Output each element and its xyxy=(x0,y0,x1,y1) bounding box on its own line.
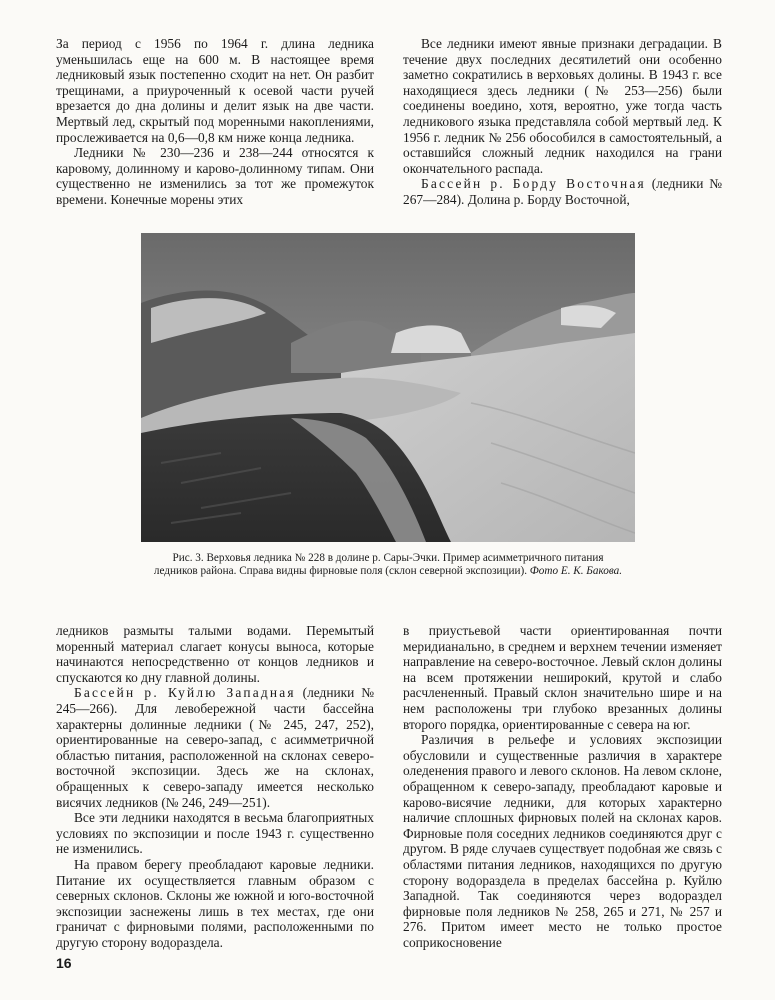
figure-caption xyxy=(150,552,626,579)
paragraph xyxy=(56,685,374,810)
text-column-bottom-left xyxy=(56,623,374,950)
paragraph: Все ледники имеют явные признаки деградации. В течение двух последних десятилетий они особенно заметно сократились в верховьях долины. В 1943 г. все находящиеся здесь ледники (№ 253—256) были соединены воедино, хотя, вероятно, уже тогда часть ледникового языка представляла собой мертвый лед. К 1956 г. ледник № 256 обособился в самостоятельный, а оставшийся сложный ледник находился на грани окончательного распада. xyxy=(403,36,722,176)
paragraph-text: (ледники № 245—266). Для левобережной части бассейна характерны долинные ледники (№ 245, 247, 252), ориентированные на северо-запад, с асимметричной областью питания, расположенной на склонах северо-восточной экспозиции. Здесь же на склонах, обращенных к северо-западу имеется несколько висячих ледников (№ 246, 249—251). xyxy=(56,685,374,810)
paragraph: Различия в рельефе и условиях экспозиции обусловили и существенные различия в характере оледенения правого и левого склонов. На левом склоне, обращенном к северо-западу, преобладают каровые и карово-висячие ледники, для которых характерно наличие сплошных фирновых полей на склонах каров. Фирновые поля соседних ледников соединяются друг с другом. В ряде случаев существует подобная же связь с областями питания ледников, находящихся по другую сторону водораздела в пределах бассейна р. Куйлю Западной. Так соединяются через водораздел фирновые поля ледников № 258, 265 и 271, № 257 и 276. Притом имеет место не только простое соприкосновение xyxy=(403,732,722,950)
basin-heading: Бассейн р. Борду Восточная xyxy=(421,176,646,192)
text-column-bottom-right xyxy=(403,623,722,950)
basin-heading: Бассейн р. Куйлю Западная xyxy=(74,685,296,701)
text-column-top-right xyxy=(403,36,722,208)
paragraph: На правом берегу преобладают каровые ледники. Питание их осуществляется главным образом с северных склонов. Склоны же южной и юго-восточной экспозиции заснежены лишь в тех местах, где они граничат с фирновыми полями, расположенными по другую сторону водораздела. xyxy=(56,856,374,950)
page-number: 16 xyxy=(56,955,72,971)
caption-text: Рис. 3. Верховья ледника № 228 в долине р. Сары-Эчки. Пример асимметричного питания ледников района. Справа видны фирновые поля (склон северной экспозиции). xyxy=(153,552,604,578)
paragraph: Все эти ледники находятся в весьма благоприятных условиях по экспозиции и после 1943 г. существенно не изменились. xyxy=(56,810,374,857)
caption-photo-credit: Фото Е. К. Бакова. xyxy=(529,565,623,578)
paragraph: в приустьевой части ориентированная почти меридианально, в среднем и верхнем течении изменяет направление на северо-восточное. Левый склон долины на всем протяжении неширокий, крутой и слабо расчлененный. Правый склон значительно шире и на нем расположены три глубоко врезанных долины второго порядка, ориентированные с севера на юг. xyxy=(403,623,722,732)
glacier-photo xyxy=(141,233,635,542)
paragraph: За период с 1956 по 1964 г. длина ледника уменьшилась еще на 600 м. В настоящее время ледниковый язык постепенно сходит на нет. Он разбит трещинами, а приуроченный к осевой части ручей врезается до дна долины и делит язык на две части. Мертвый лед, скрытый под моренными накоплениями, прослеживается на 0,6—0,8 км ниже конца ледника. xyxy=(56,36,374,145)
paragraph: Ледники № 230—236 и 238—244 относятся к каровому, долинному и карово-долинному типам. Они существенно не изменились за тот же промежуток времени. Конечные морены этих xyxy=(56,145,374,207)
paragraph-text: (ледники № 267—284). Долина р. Борду Восточной, xyxy=(403,176,722,207)
paragraph xyxy=(403,176,722,207)
text-column-top-left xyxy=(56,36,374,208)
paragraph: ледников размыты талыми водами. Перемытый моренный материал слагает конусы выноса, которые начинаются непосредственно от концов ледников и спускаются ко дну главной долины. xyxy=(56,623,374,685)
